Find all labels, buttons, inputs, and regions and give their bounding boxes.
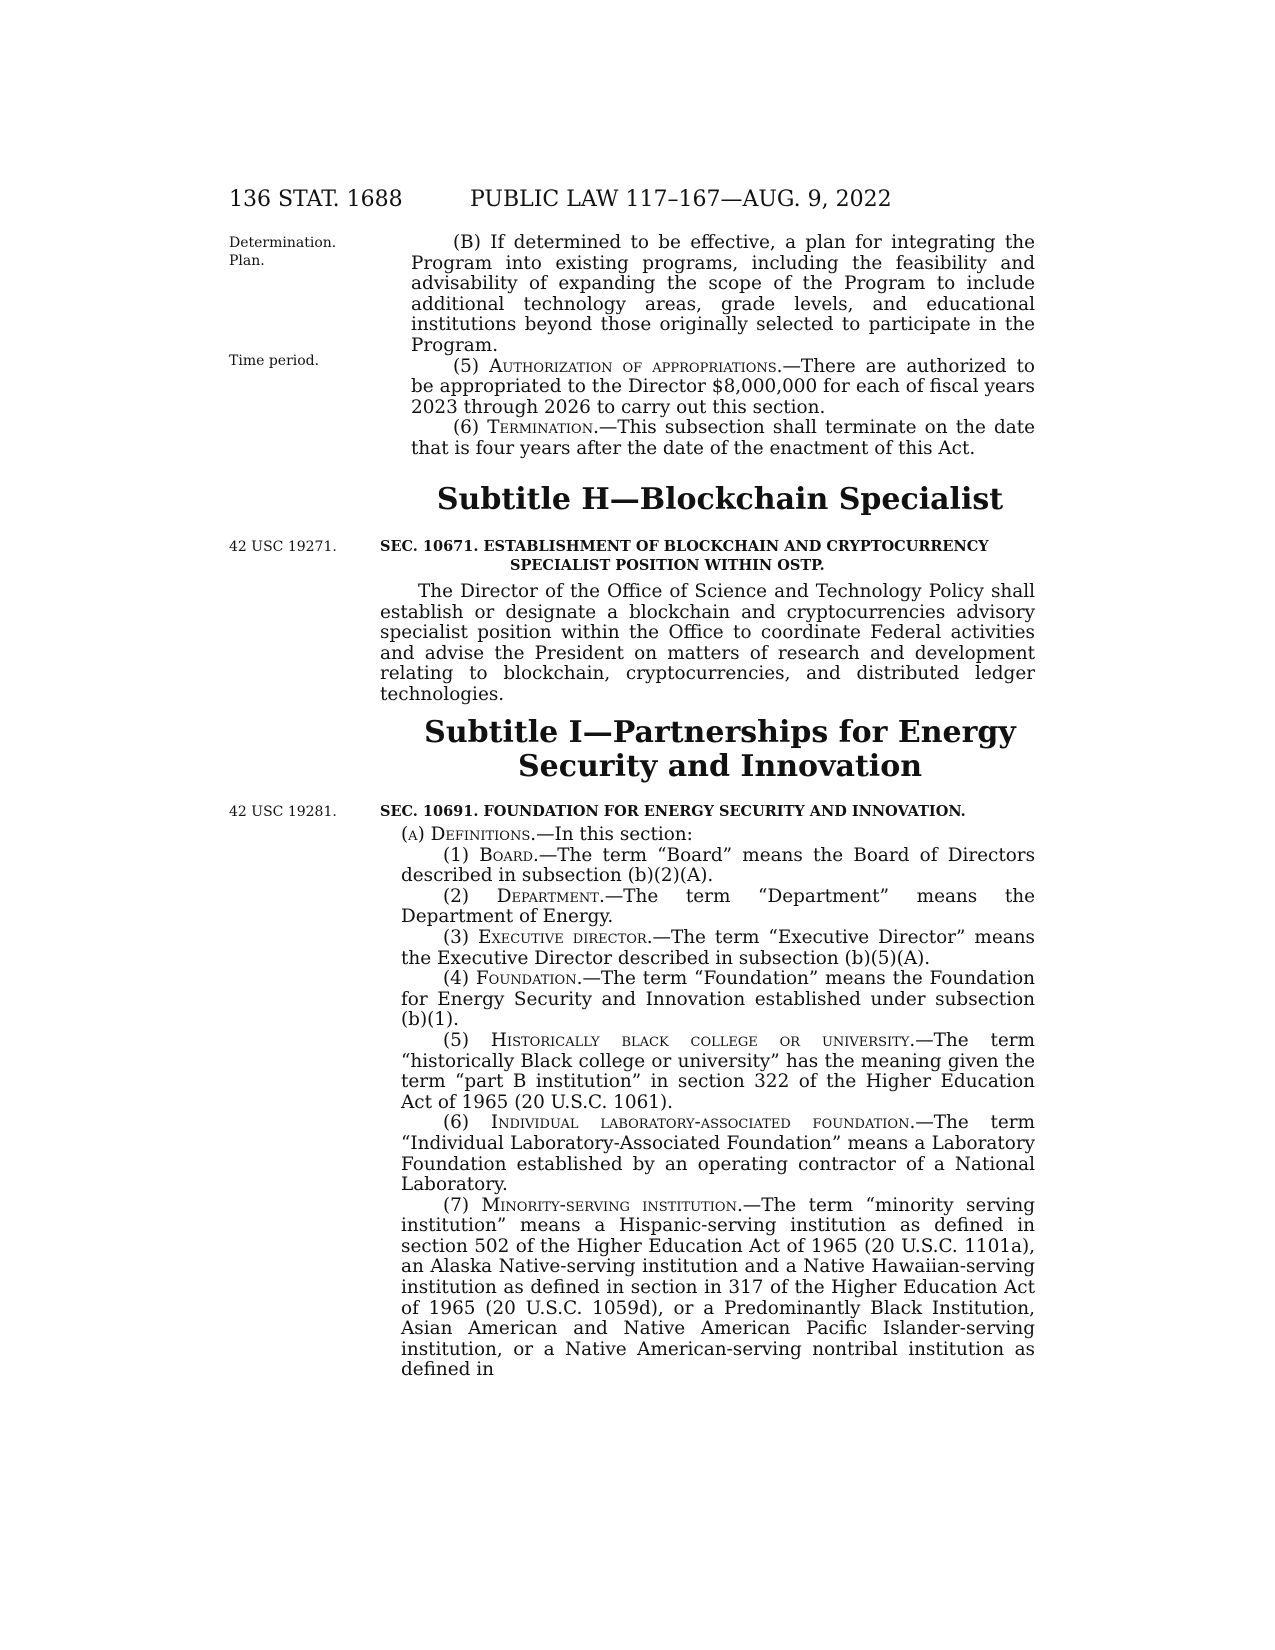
paragraph-6-text: —This subsection shall terminate on the date that is four years after the date of the enactment of this Act. bbox=[411, 417, 1035, 459]
paragraph-5 bbox=[411, 357, 1035, 419]
section-10671-heading bbox=[380, 537, 1040, 575]
section-10691-heading: SEC. 10691. FOUNDATION FOR ENERGY SECURITY AND INNOVATION. bbox=[380, 803, 966, 820]
section-10691-body bbox=[401, 825, 1035, 1381]
margin-note-usc-19271: 42 USC 19271. bbox=[229, 539, 337, 555]
definition-2-label: (2) Department. bbox=[443, 885, 605, 907]
margin-note-determination: Determination. bbox=[229, 235, 337, 251]
section-10671-body bbox=[380, 582, 1035, 706]
definition-6-text: —The term “Individual Laboratory-Associated Foundation” means a Laboratory Foundation established by an operating contractor of a National Laboratory. bbox=[401, 1112, 1035, 1196]
subtitle-h-heading: Subtitle H—Blockchain Specialist bbox=[436, 482, 1004, 517]
paragraph-5-text: —There are authorized to be appropriated to the Director $8,000,000 for each of fiscal years 2023 through 2026 to carry out this section. bbox=[411, 355, 1035, 418]
stat-page-number: 136 STAT. 1688 bbox=[229, 187, 403, 212]
paragraph-b-plan: (B) If determined to be effective, a plan for integrating the Program into existing programs, including the feasibility and advisability of expanding the scope of the Program to include additional technology areas, grade levels, and educational institutions beyond those originally selected to participate in the Program. bbox=[411, 232, 1035, 356]
definition-3 bbox=[401, 928, 1035, 969]
running-header: PUBLIC LAW 117–167—AUG. 9, 2022 bbox=[470, 187, 892, 212]
section-10671-heading-line1: SEC. 10671. ESTABLISHMENT OF BLOCKCHAIN AND CRYPTOCURRENCY bbox=[380, 538, 989, 555]
definition-7-label: (7) Minority-serving institution. bbox=[443, 1194, 743, 1216]
definition-5-text: —The term “historically Black college or university” has the meaning given the term “part B institution” in section 322 of the Higher Education Act of 1965 (20 U.S.C. 1061). bbox=[401, 1029, 1035, 1113]
definition-7-text: —The term “minority serving institution” means a Hispanic-serving institution as defined in section 502 of the Higher Education Act of 1965 (20 U.S.C. 1101a), an Alaska Native-serving institution and a Native Hawaiian-serving institution as defined in section in 317 of the Higher Education Act of 1965 (20 U.S.C. 1059d), or a Predominantly Black Institution, Asian American and Native American Pacific Islander-serving institution, or a Native American-serving nontribal institution as defined in bbox=[401, 1194, 1035, 1381]
definition-5-label: (5) Historically black college or university. bbox=[443, 1029, 916, 1051]
paragraph-6-label: (6) Termination. bbox=[453, 417, 599, 439]
definition-2-text: —The term “Department” means the Department of Energy. bbox=[401, 885, 1035, 928]
paragraph-6 bbox=[411, 418, 1035, 459]
definition-6-label: (6) Individual laboratory-associated foundation. bbox=[443, 1112, 916, 1134]
definitions-intro bbox=[401, 825, 1035, 846]
definition-7 bbox=[401, 1196, 1035, 1381]
subtitle-i-line1: Subtitle I—Partnerships for Energy bbox=[424, 715, 1016, 750]
definition-6 bbox=[401, 1113, 1035, 1195]
definitions-text: —In this section: bbox=[536, 824, 693, 845]
definition-1-label: (1) Board. bbox=[443, 844, 539, 866]
margin-note-time-period: Time period. bbox=[229, 353, 320, 369]
definition-4-text: —The term “Foundation” means the Foundation for Energy Security and Innovation established under subsection (b)(1). bbox=[401, 968, 1035, 1031]
definition-2 bbox=[401, 887, 1035, 928]
definition-4 bbox=[401, 969, 1035, 1031]
section-10671-text: The Director of the Office of Science and Technology Policy shall establish or designate a blockchain and cryptocurrencies advisory specialist position within the Office to coordinate Federal activities and advise the President on matters of research and development relating to blockchain, cryptocurrencies, and distributed ledger technologies. bbox=[380, 581, 1035, 705]
definitions-label: (a) Definitions. bbox=[401, 824, 537, 845]
definition-1 bbox=[401, 846, 1035, 887]
paragraph-5-label: (5) Authorization of appropriations. bbox=[453, 355, 783, 377]
definition-1-text: —The term “Board” means the Board of Directors described in subsection (b)(2)(A). bbox=[401, 844, 1036, 887]
definition-3-label: (3) Executive director. bbox=[443, 926, 653, 948]
section-10671-heading-line2: SPECIALIST POSITION WITHIN OSTP. bbox=[510, 557, 825, 574]
margin-note-usc-19281: 42 USC 19281. bbox=[229, 804, 337, 820]
subtitle-i-line2: Security and Innovation bbox=[517, 749, 923, 784]
margin-note-plan: Plan. bbox=[229, 253, 265, 269]
continued-text bbox=[411, 233, 1035, 460]
definition-3-text: —The term “Executive Director” means the Executive Director described in subsection (b)(5)(A). bbox=[401, 926, 1035, 969]
subtitle-i-heading bbox=[380, 716, 1060, 784]
definition-4-label: (4) Foundation. bbox=[443, 968, 583, 990]
definition-5 bbox=[401, 1031, 1035, 1113]
